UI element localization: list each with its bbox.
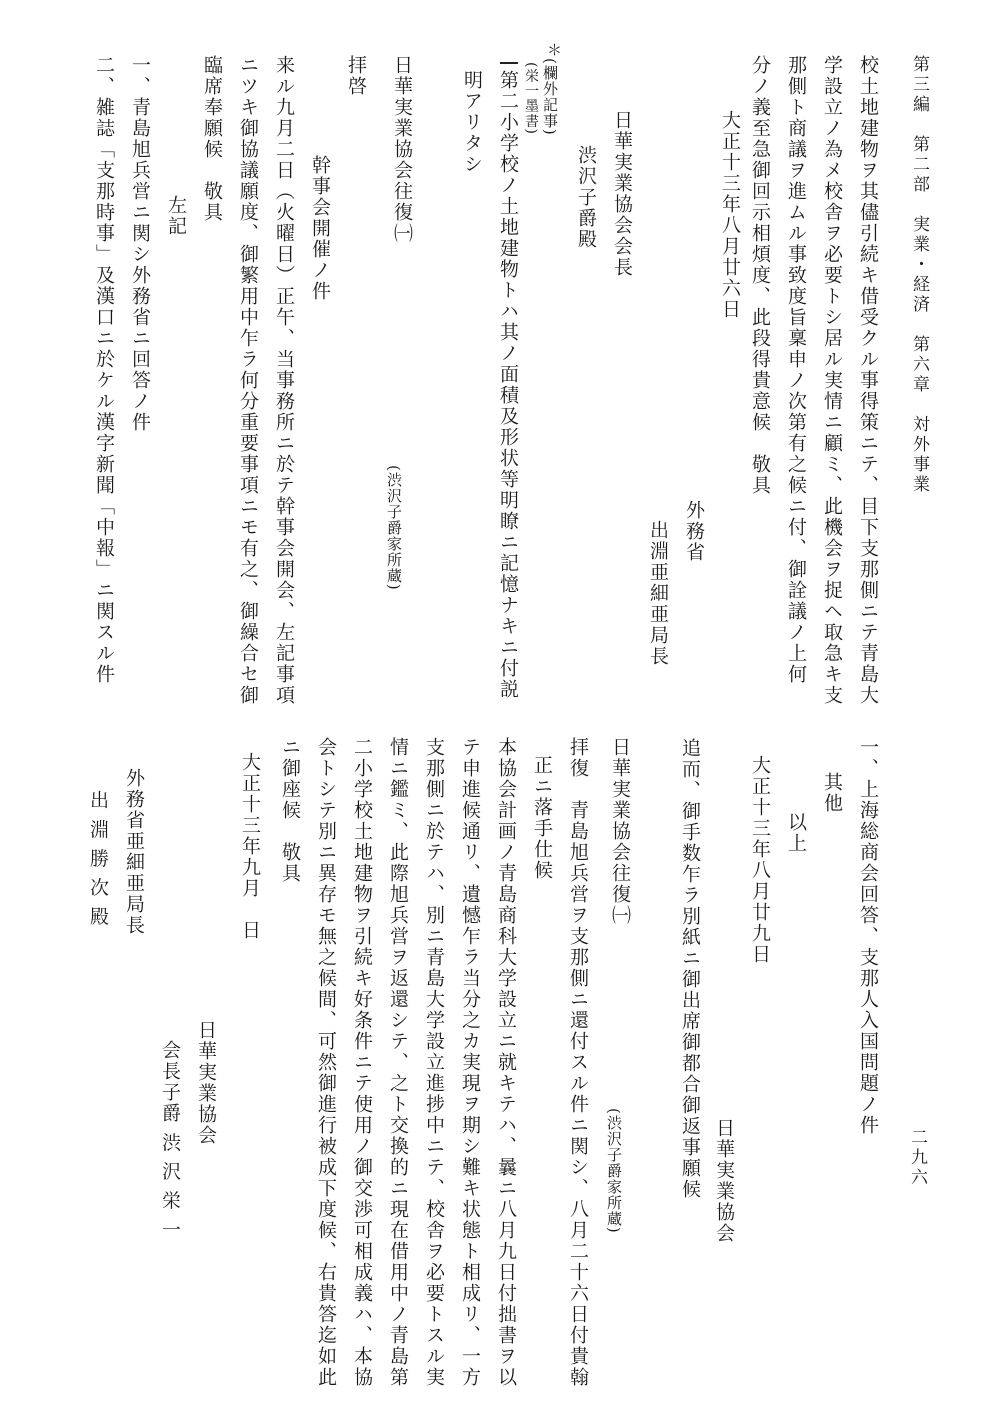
reply-recipient-name: 出 淵 勝 次 殿 [87, 790, 109, 928]
reply-line-5: 支那側ニ於テハ、別ニ青島大学設立進捗中ニテ、校舎ヲ必要トスル実 [423, 737, 445, 1388]
letter2-date: 大正十三年八月廿九日 [749, 755, 771, 965]
letter1-sender-name: 出淵亜細亜局長 [647, 520, 669, 667]
letter1-line-2: 学設立ノ為メ校舎ヲ必要トシ居ル実情ニ顧ミ、此機会ヲ捉ヘ取急キ支 [821, 55, 843, 706]
reply-line-8: 会トシテ別ニ異存モ無之候間、可然御進行被成下度候、右貴答迄如此 [315, 737, 337, 1388]
meeting-subject: 幹事会開催ノ件 [309, 155, 331, 302]
letter1-line-4: 分ノ義至急御回示相煩度、此段得貴意候 敬具 [749, 55, 771, 496]
section-title-1: 日華実業協会往復㈠ [391, 55, 413, 244]
section-title-2: 日華実業協会往復㈠ [609, 737, 631, 926]
page-number: 二九六 [907, 1128, 927, 1188]
reply-line-1: 拝復 青島旭兵営ヲ支那側ニ還付スル件ニ関シ、八月二十六日付貴翰 [567, 737, 589, 1388]
footnote-label: (欄外記事) [541, 58, 559, 136]
agenda-end: 以上 [785, 812, 807, 854]
reply-line-3: 本協会計画ノ青島商科大学設立ニ就キテハ、曩ニ八月九日付拙書ヲ以 [495, 737, 517, 1388]
agenda-item-1: 一、青島旭兵営ニ関シ外務省ニ回答ノ件 [129, 55, 151, 433]
reply-org: 日華実業協会 [195, 1020, 217, 1146]
agenda-item-2: 二、雑誌「支那時事」及漢口ニ於ケル漢字新聞「中報」ニ関スル件 [93, 55, 115, 685]
reply-line-7: 二小学校土地建物ヲ引続キ好条件ニテ使用ノ御交渉可相成義ハ、本協 [351, 737, 373, 1388]
footnote-mark: ＊ [545, 42, 563, 58]
source-note-1: (渋沢子爵家所蔵) [385, 465, 403, 591]
agenda-other: 其他 [821, 772, 843, 814]
footnote-sub: (栄一墨書) [523, 62, 539, 135]
reply-line-6: 情ニ鑑ミ、此際旭兵営ヲ返還シテ、之ト交換的ニ現在借用中ノ青島第 [387, 737, 409, 1388]
letter1-recipient-org: 日華実業協会会長 [611, 110, 633, 278]
greeting: 拝啓 [345, 55, 367, 97]
letter1-recipient-name: 渋沢子爵殿 [575, 145, 597, 250]
source-note-2: (渋沢子爵家所蔵) [605, 1108, 623, 1234]
postscript: 追而、御手数乍ラ別紙ニ御出席御都合御返事願候 [679, 738, 701, 1200]
running-header: 第三編 第二部 実業・経済 第六章 対外事業 [909, 55, 929, 495]
bracket-top [500, 62, 518, 64]
letter2-org: 日華実業協会 [713, 1118, 735, 1244]
agenda-heading: 左記 [165, 195, 187, 237]
letter1-line-3: 那側ト商議ヲ進ムル事致度旨稟申ノ次第有之候ニ付、御詮議ノ上何 [785, 55, 807, 685]
reply-date: 大正十三年九月 日 [239, 752, 261, 941]
reply-line-9: ニ御座候 敬具 [279, 737, 301, 884]
reply-line-4: テ申進候通リ、遺憾乍ラ当分之カ実現ヲ期シ難キ状態ト相成リ、一方 [459, 737, 481, 1388]
letter1-date: 大正十三年八月廿六日 [719, 110, 741, 320]
agenda-item-3: 一、上海総商会回答、支那人入国問題ノ件 [857, 737, 879, 1136]
footnote-line-2: 明アリタシ [461, 70, 483, 175]
reply-recipient-org: 外務省亜細亜局長 [123, 768, 145, 936]
meeting-body-line-3: 臨席奉願候 敬具 [201, 55, 223, 223]
letter1-line-1: 校土地建物ヲ其儘引続キ借受クル事得策ニテ、目下支那側ニテ青島大 [857, 55, 879, 706]
letter1-sender-org: 外務省 [683, 500, 705, 563]
reply-sender: 会長子爵 渋 沢 栄 一 [159, 1040, 181, 1241]
reply-line-2: 正ニ落手仕候 [531, 755, 553, 881]
meeting-body-line-1: 来ル九月二日（火曜日）正午、当事務所ニ於テ幹事会開会、左記事項 [273, 55, 295, 706]
footnote-line-1: 第二小学校ノ土地建物トハ其ノ面積及形状等明瞭ニ記憶ナキニ付説 [497, 70, 519, 700]
meeting-body-line-2: ニツキ御協議願度、御繁用中乍ラ何分重要事項ニモ有之、御繰合セ御 [237, 55, 259, 706]
